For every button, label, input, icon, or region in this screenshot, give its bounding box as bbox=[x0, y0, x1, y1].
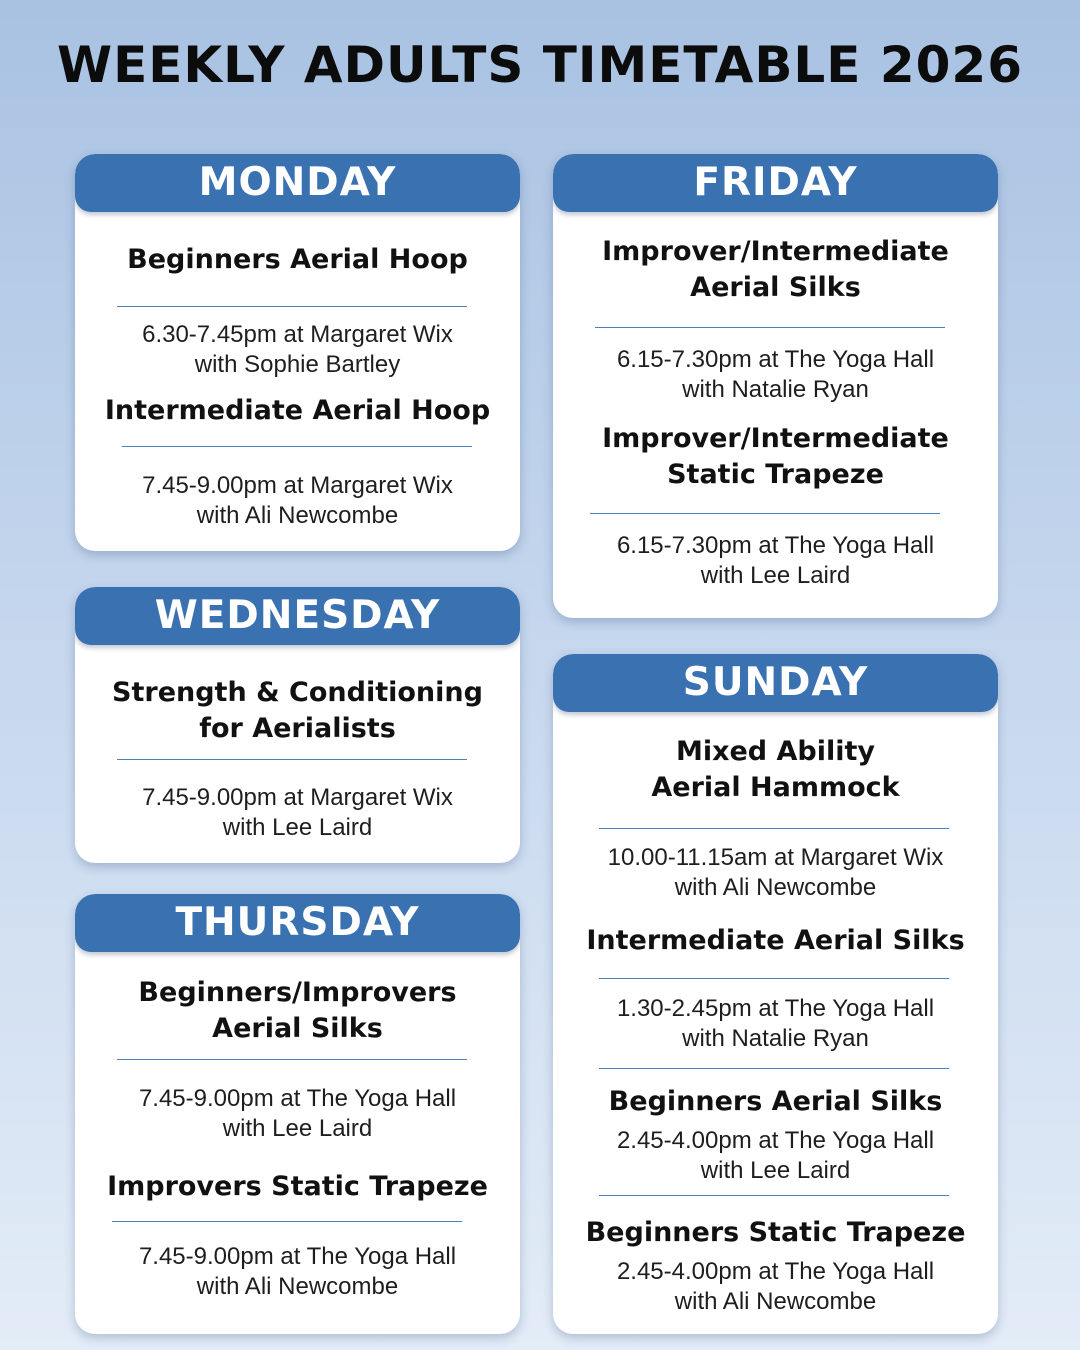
divider bbox=[599, 1195, 949, 1196]
class-details bbox=[561, 531, 990, 591]
class-name-line: Mixed Ability bbox=[675, 736, 876, 767]
class-name-line: Aerial Silks bbox=[212, 1013, 383, 1044]
class-instructor: with Sophie Bartley bbox=[194, 351, 401, 378]
class-instructor: with Ali Newcombe bbox=[196, 1273, 399, 1300]
day-header-sunday: SUNDAY bbox=[553, 654, 998, 712]
class-name-line: Static Trapeze bbox=[667, 459, 884, 490]
class-time-location: 1.30-2.45pm at The Yoga Hall bbox=[616, 995, 935, 1022]
day-card-thursday bbox=[75, 894, 520, 1334]
class-instructor: with Lee Laird bbox=[222, 1115, 373, 1142]
divider bbox=[117, 306, 467, 307]
class-name bbox=[561, 923, 990, 959]
class-instructor: with Lee Laird bbox=[700, 1157, 851, 1184]
class-name-line: Intermediate Aerial Hoop bbox=[104, 395, 491, 426]
day-card-monday bbox=[75, 154, 520, 551]
class-instructor: with Ali Newcombe bbox=[674, 874, 877, 901]
divider bbox=[595, 327, 945, 328]
divider bbox=[599, 978, 949, 979]
class-name-line: Aerial Silks bbox=[690, 272, 861, 303]
day-header-monday: MONDAY bbox=[75, 154, 520, 212]
class-details bbox=[561, 994, 990, 1054]
class-instructor: with Ali Newcombe bbox=[196, 502, 399, 529]
class-instructor: with Lee Laird bbox=[700, 562, 851, 589]
class-name bbox=[561, 234, 990, 306]
class-name-line: Improver/Intermediate bbox=[602, 423, 949, 454]
class-instructor: with Lee Laird bbox=[222, 814, 373, 841]
class-name-line: for Aerialists bbox=[199, 713, 396, 744]
class-name bbox=[561, 1084, 990, 1120]
class-name bbox=[83, 1169, 512, 1205]
divider bbox=[599, 828, 949, 829]
class-instructor: with Ali Newcombe bbox=[674, 1288, 877, 1315]
class-name bbox=[83, 393, 512, 429]
class-name bbox=[83, 675, 512, 747]
day-header-wednesday: WEDNESDAY bbox=[75, 587, 520, 645]
class-details bbox=[561, 1126, 990, 1186]
class-name bbox=[83, 975, 512, 1047]
divider bbox=[117, 1059, 467, 1060]
class-name-line: Intermediate Aerial Silks bbox=[586, 925, 965, 956]
class-time-location: 7.45-9.00pm at Margaret Wix bbox=[142, 784, 453, 811]
day-header-thursday: THURSDAY bbox=[75, 894, 520, 952]
class-time-location: 2.45-4.00pm at The Yoga Hall bbox=[616, 1258, 935, 1285]
day-card-friday bbox=[553, 154, 998, 618]
class-time-location: 10.00-11.15am at Margaret Wix bbox=[607, 844, 944, 871]
class-name-line: Beginners/Improvers bbox=[138, 977, 457, 1008]
class-time-location: 7.45-9.00pm at Margaret Wix bbox=[142, 472, 453, 499]
class-name-line: Beginners Aerial Hoop bbox=[127, 244, 468, 275]
page-title: WEEKLY ADULTS TIMETABLE 2026 bbox=[56, 36, 1024, 94]
class-details bbox=[561, 843, 990, 903]
class-time-location: 6.15-7.30pm at The Yoga Hall bbox=[616, 532, 935, 559]
class-instructor: with Natalie Ryan bbox=[682, 1025, 869, 1052]
day-card-wednesday bbox=[75, 587, 520, 863]
class-time-location: 7.45-9.00pm at The Yoga Hall bbox=[138, 1243, 457, 1270]
class-details bbox=[83, 320, 512, 380]
class-details bbox=[83, 1242, 512, 1302]
divider bbox=[599, 1068, 949, 1069]
class-name-line: Beginners Static Trapeze bbox=[585, 1217, 966, 1248]
class-name-line: Beginners Aerial Silks bbox=[608, 1086, 943, 1117]
day-card-sunday bbox=[553, 654, 998, 1334]
class-details bbox=[83, 783, 512, 843]
class-details bbox=[83, 1084, 512, 1144]
divider bbox=[590, 513, 940, 514]
class-name-line: Improvers Static Trapeze bbox=[107, 1171, 488, 1202]
class-name bbox=[561, 734, 990, 806]
class-details bbox=[83, 471, 512, 531]
day-header-friday: FRIDAY bbox=[553, 154, 998, 212]
class-name-line: Strength & Conditioning bbox=[112, 677, 483, 708]
class-time-location: 6.30-7.45pm at Margaret Wix bbox=[142, 321, 453, 348]
class-name bbox=[561, 421, 990, 493]
class-instructor: with Natalie Ryan bbox=[682, 376, 869, 403]
divider bbox=[117, 759, 467, 760]
class-name-line: Improver/Intermediate bbox=[602, 236, 949, 267]
class-time-location: 2.45-4.00pm at The Yoga Hall bbox=[616, 1127, 935, 1154]
class-name-line: Aerial Hammock bbox=[651, 772, 900, 803]
class-time-location: 6.15-7.30pm at The Yoga Hall bbox=[616, 346, 935, 373]
class-details bbox=[561, 1257, 990, 1317]
divider bbox=[112, 1221, 462, 1222]
class-time-location: 7.45-9.00pm at The Yoga Hall bbox=[138, 1085, 457, 1112]
class-name bbox=[561, 1215, 990, 1251]
class-details bbox=[561, 345, 990, 405]
divider bbox=[122, 446, 472, 447]
class-name bbox=[83, 242, 512, 278]
